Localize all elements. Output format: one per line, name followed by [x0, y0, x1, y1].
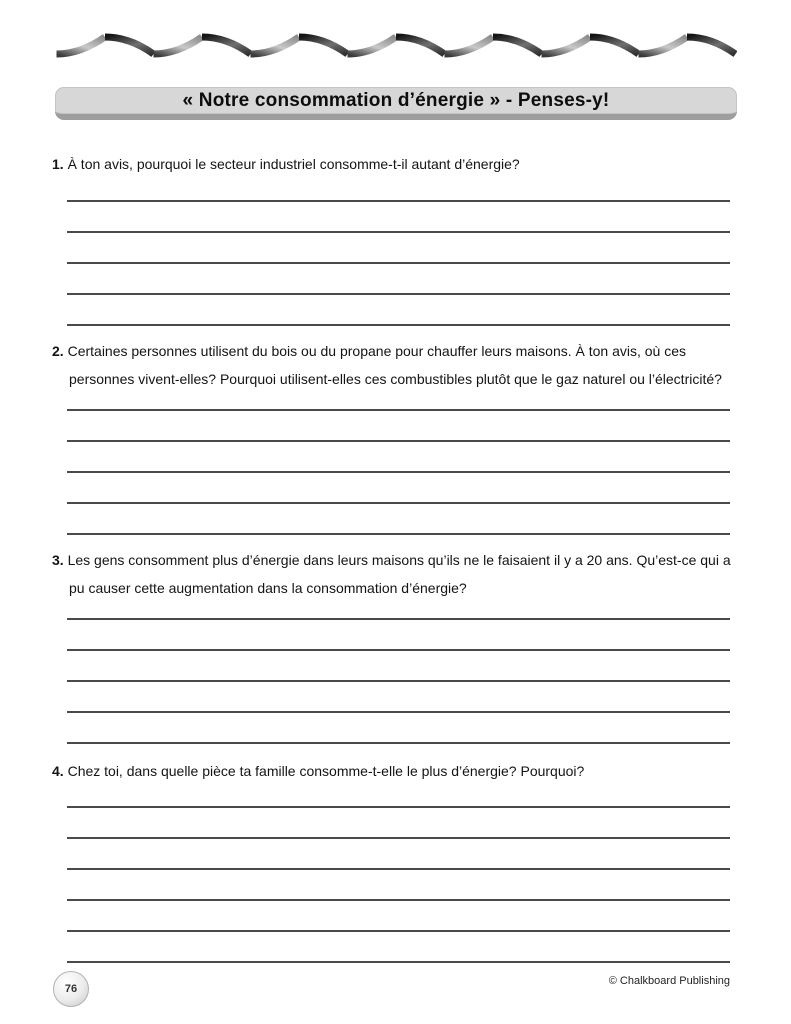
answer-line — [67, 411, 730, 442]
ribbon-divider — [55, 26, 737, 62]
answer-line — [67, 713, 730, 744]
answer-lines — [67, 589, 730, 744]
answer-line — [67, 682, 730, 713]
question-number: 1. — [52, 156, 64, 172]
answer-line — [67, 620, 730, 651]
answer-line — [67, 202, 730, 233]
answer-line — [67, 295, 730, 326]
answer-lines — [67, 171, 730, 326]
title-banner — [55, 87, 737, 120]
question-text: Certaines personnes utilisent du bois ou du propane pour chauffer leurs maisons. À ton avis, où ces personnes vivent-elles? Pourquoi utilisent-elles ces combustibles plutôt que le gaz naturel ou l’électricité? — [67, 343, 722, 387]
question-text: Les gens consomment plus d’énergie dans leurs maisons qu’ils ne le faisaient il y a 20 ans. Qu’est-ce qui a pu causer cette augmentation dans la consommation d’énergie? — [67, 552, 731, 596]
twisted-ribbon-icon — [55, 26, 737, 62]
question-text: Chez toi, dans quelle pièce ta famille consomme-t-elle le plus d’énergie? Pourquoi? — [67, 763, 585, 779]
answer-line — [67, 901, 730, 932]
answer-lines — [67, 777, 730, 963]
question-number: 3. — [52, 552, 64, 568]
answer-line — [67, 808, 730, 839]
page-number-badge — [53, 971, 89, 1007]
answer-line — [67, 589, 730, 620]
answer-line — [67, 777, 730, 808]
answer-line — [67, 839, 730, 870]
answer-line — [67, 473, 730, 504]
question-number: 2. — [52, 343, 64, 359]
answer-line — [67, 870, 730, 901]
answer-lines — [67, 380, 730, 535]
answer-line — [67, 932, 730, 963]
question-text: À ton avis, pourquoi le secteur industriel consomme-t-il autant d’énergie? — [67, 156, 520, 172]
answer-line — [67, 380, 730, 411]
answer-line — [67, 264, 730, 295]
answer-line — [67, 651, 730, 682]
page-number: 76 — [64, 983, 78, 995]
answer-line — [67, 171, 730, 202]
copyright-text: © Chalkboard Publishing — [608, 975, 730, 987]
answer-line — [67, 504, 730, 535]
answer-line — [67, 233, 730, 264]
page-title: « Notre consommation d’énergie » - Penses-y! — [182, 90, 610, 111]
question-number: 4. — [52, 763, 64, 779]
answer-line — [67, 442, 730, 473]
